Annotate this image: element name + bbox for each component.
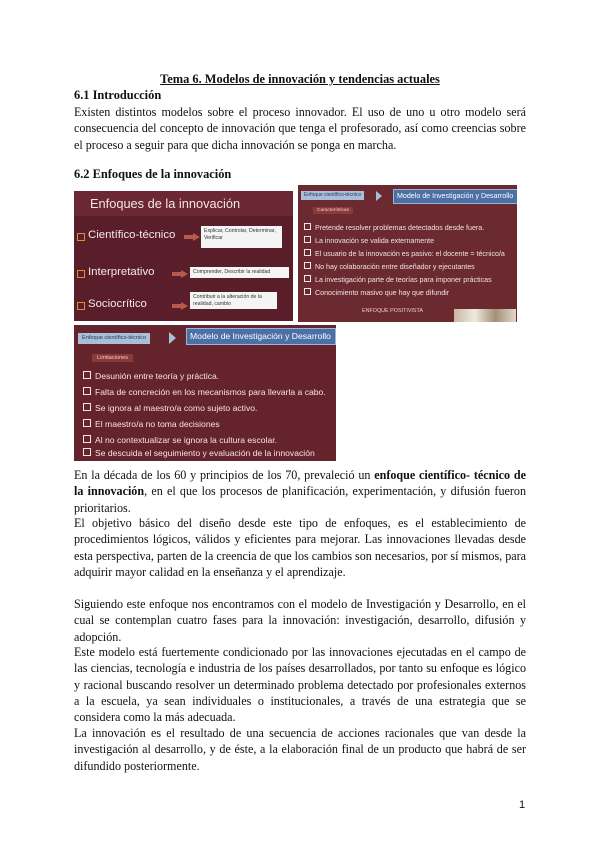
bold-term: enfoque científico- técnico de la innovación [74,468,526,499]
right-arrow-icon [172,270,188,278]
enfoque-label: Científico-técnico [88,229,176,241]
checkbox-bullet-icon [304,262,311,269]
intro-heading: 6.1 Introducción [74,88,162,102]
enfoque-box: Explicar, Controlar, Determinar, Verificar [201,226,282,248]
characteristic-item [304,223,514,232]
right-arrow-icon [184,233,200,241]
characteristic-text: No hay colaboración entre diseñador y ejecutantes [315,263,475,271]
limitation-item [83,419,333,429]
page-title: Tema 6. Modelos de innovación y tendencias actuales [160,72,440,86]
characteristic-text: La innovación se valida externamente [315,237,435,245]
right-arrow-icon [172,302,188,310]
enfoques-heading: 6.2 Enfoques de la innovación [74,167,232,181]
square-bullet-icon [77,233,85,241]
enfoque-box: Contribuir a la alteración de la realidad, cambio [190,292,277,309]
slide-topbar [298,189,517,201]
intro-paragraph: Existen distintos modelos sobre el proceso innovador. El uso de uno u otro modelo será consecuencia del concepto de innovación que tenga el profesorado, así como creencias sobre el proceso a seguir para que dicha innovación se ponga en marcha. [74,105,526,152]
paragraph-objetivo: El objetivo básico del diseño desde este tipo de enfoques, es el establecimiento de procedimientos lógicos, válidos y eficientes para mejorar. Las innovaciones llevadas desde esta perspectiva, parten de la creencia de que los cambios son necesarios, por sí mismos, para adquirir mayor calidad en la enseñanza y el aprendizaje. [74,516,527,579]
limitation-text: El maestro/a no toma decisiones [95,419,220,429]
checkbox-bullet-icon [304,236,311,243]
enfoque-label: Sociocrítico [88,298,147,310]
characteristic-text: Pretende resolver problemas detectados desde fuera. [315,224,485,232]
limitation-text: Al no contextualizar se ignora la cultura escolar. [95,435,277,445]
limitation-text: Se descuida el seguimiento y evaluación de la innovación [95,448,315,458]
limitation-item [83,435,333,445]
checkbox-bullet-icon [83,371,91,379]
slide-breadcrumb: Enfoque científico-técnico [301,191,364,200]
characteristic-item [304,288,514,297]
page-number: 1 [519,799,526,811]
square-bullet-icon [77,302,85,310]
thumbnail-photo [454,309,516,322]
characteristic-item [304,236,514,245]
characteristic-item [304,262,514,271]
slide-breadcrumb: Enfoque científico-técnico [78,333,150,344]
checkbox-bullet-icon [83,435,91,443]
slide-enfoques [74,191,293,321]
slide-caracteristicas [298,185,517,322]
checkbox-bullet-icon [304,275,311,282]
enfoque-row-cientifico [74,229,293,251]
checkbox-bullet-icon [83,403,91,411]
enfoque-row-sociocritico [74,294,293,320]
right-arrow-icon [376,191,382,201]
paragraph-modelo-id: Siguiendo este enfoque nos encontramos con el modelo de Investigación y Desarrollo, en el cual se contemplan cuatro fases para la innovación: investigación, desarrollo, difusión y adopción. [74,597,526,644]
paragraph-text: , en el que los procesos de planificación, experimentación, y difusión fueron prioritarios. [74,484,526,515]
paragraph-condicionado: Este modelo está fuertemente condicionado por las innovaciones ejecutadas en el campo de las ciencias, tecnología e industria de los países desarrollados, por tanto su enfoque es lógico y racional buscando resolver un determinado problema detectado por profesionales externos a la escuela, ya sean individuales o institucionales, a través de una estrategia que se considera como la más adecuada. [74,645,526,725]
characteristic-item [304,275,514,284]
limitation-item [83,448,333,458]
characteristic-text: Conocimiento masivo que hay que difundir [315,289,450,297]
enfoque-box: Comprender, Describir la realidad [190,267,289,278]
limitation-text: Falta de concreción en los mecanismos para llevarla a cabo. [95,387,326,397]
enfoque-row-interpretativo [74,266,293,288]
paragraph-text: En la década de los 60 y principios de los 70, prevaleció un [74,468,375,482]
limitation-item [83,371,333,381]
characteristic-item [304,249,514,258]
characteristic-text: La investigación parte de teorías para imponer prácticas [315,276,492,284]
characteristic-text: El usuario de la innovación es pasivo: el docente = técnico/a [315,250,505,258]
square-bullet-icon [77,270,85,278]
checkbox-bullet-icon [83,448,91,456]
limitation-text: Desunión entre teoría y práctica. [95,371,220,381]
model-title-box: Modelo de Investigación y Desarrollo [186,328,336,345]
model-title-box: Modelo de Investigación y Desarrollo [393,189,517,204]
checkbox-bullet-icon [304,288,311,295]
checkbox-bullet-icon [304,223,311,230]
right-arrow-icon [169,332,176,344]
slide-title: Enfoques de la innovación [90,196,241,211]
paragraph-enfoque-cientifico [74,467,526,516]
slide-limitaciones [74,325,336,461]
limitations-label: Limitaciones [92,354,133,362]
limitation-item [83,387,333,397]
checkbox-bullet-icon [304,249,311,256]
characteristics-label: Características [313,207,353,214]
limitation-item [83,403,333,413]
enfoque-label: Interpretativo [88,266,155,278]
checkbox-bullet-icon [83,419,91,427]
limitation-text: Se ignora al maestro/a como sujeto activo. [95,403,258,413]
paragraph-secuencia: La innovación es el resultado de una secuencia de acciones racionales que van desde la investigación al desarrollo, y de éste, a la elaboración final de un producto que habrá de ser difundido posteriormente. [74,726,526,773]
enfoque-positivista-label: ENFOQUE POSITIVISTA [362,308,424,314]
checkbox-bullet-icon [83,387,91,395]
